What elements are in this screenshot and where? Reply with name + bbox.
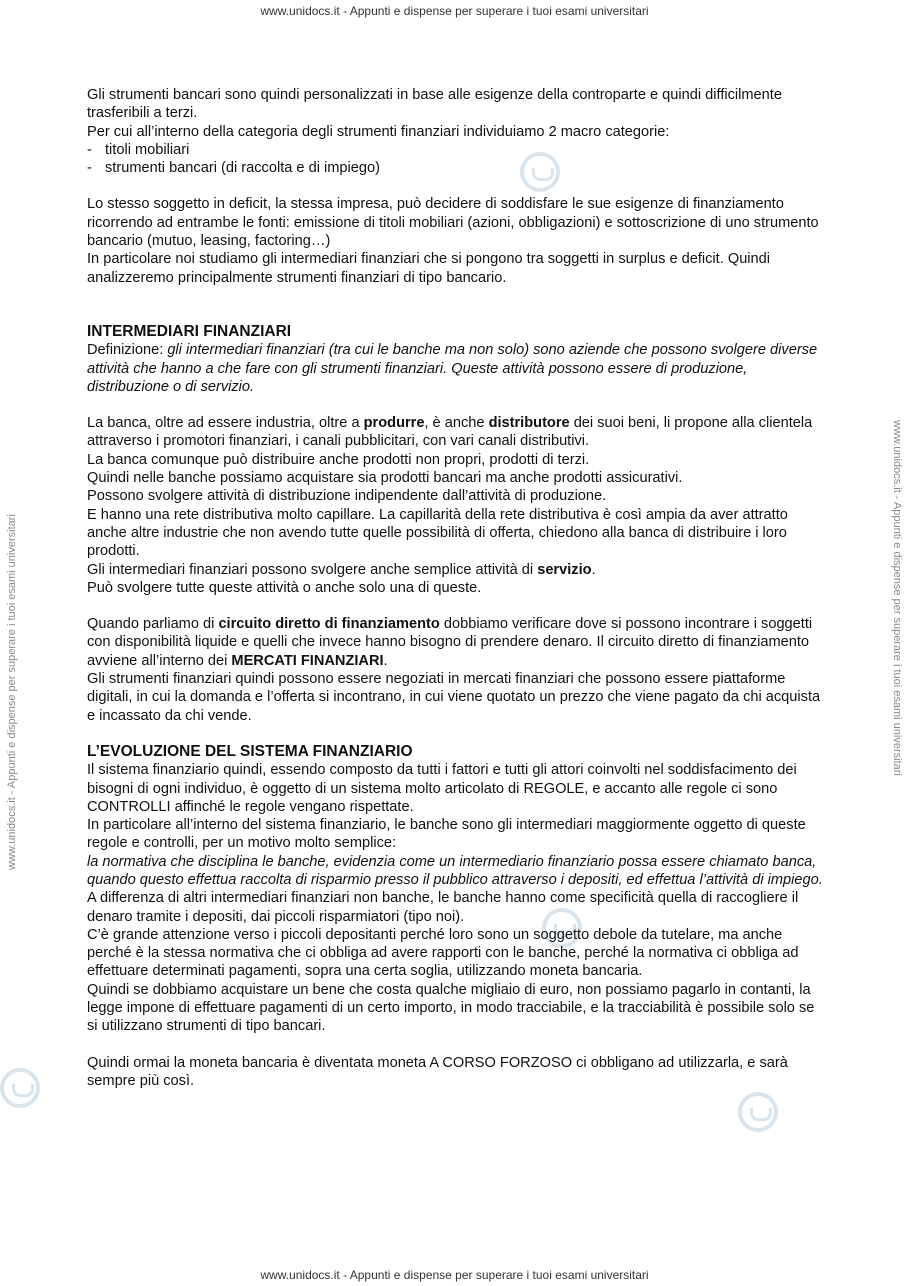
paragraph: Gli intermediari finanziari possono svolgere anche semplice attività di servizio. xyxy=(87,561,596,578)
paragraph: A differenza di altri intermediari finanziari non banche, le banche hanno come specificità quella di raccogliere il denaro tramite i depositi, dai piccoli risparmiatori (tipo noi). xyxy=(87,890,799,925)
logo-watermark-icon xyxy=(0,1068,40,1108)
section-heading: INTERMEDIARI FINANZIARI xyxy=(87,322,292,340)
paragraph: Quando parliamo di circuito diretto di finanziamento dobbiamo verificare dove si possono incontrare i soggetti con disponibilità liquide e quelli che invece hanno bisogno di prendere denaro. Il circuito diretto di finanziamento avviene all’interno dei MERCATI FINANZIARI. xyxy=(87,616,813,669)
paragraph: Possono svolgere attività di distribuzione indipendente dall’attività di produzione. xyxy=(87,488,607,505)
quote-paragraph: la normativa che disciplina le banche, evidenzia come un intermediario finanziario possa essere chiamato banca, quando questo effettua raccolta di risparmio presso il pubblico attraverso i depositi, ed effettua l’attività di impiego. xyxy=(87,853,823,888)
paragraph: Quindi ormai la moneta bancaria è diventata moneta A CORSO FORZOSO ci obbligano ad utilizzarla, e sarà sempre più così. xyxy=(87,1054,788,1089)
footer-banner: www.unidocs.it - Appunti e dispense per superare i tuoi esami universitari xyxy=(260,1268,649,1282)
paragraph: Il sistema finanziario quindi, essendo composto da tutti i fattori e tutti gli attori coinvolti nel soddisfacimento dei bisogni di ogni individuo, è oggetto di un sistema molto articolato di REGOLE, e accanto alle regole ci sono CONTROLLI affinché le regole vengano rispettate. xyxy=(87,762,797,815)
paragraph: C’è grande attenzione verso i piccoli depositanti perché loro sono un soggetto debole da tutelare, ma anche perché è la stessa normativa che ci obbliga ad avere rapporti con le banche, perché la normativa ci obbliga ad effettuare determinati pagamenti, sopra una certa soglia, utilizzando moneta bancaria. xyxy=(87,926,799,980)
section-heading: L’EVOLUZIONE DEL SISTEMA FINANZIARIO xyxy=(87,742,413,760)
paragraph: Lo stesso soggetto in deficit, la stessa impresa, può decidere di soddisfare le sue esigenze di finanziamento ricorrendo ad entrambe le fonti: emissione di titoli mobiliari (azioni, obbligazioni) e sottoscrizione di uno strumento bancario (mutuo, leasing, factoring…) xyxy=(87,196,819,250)
side-watermark-left: www.unidocs.it - Appunti e dispense per superare i tuoi esami universitari xyxy=(6,514,18,870)
paragraph: In particolare noi studiamo gli intermediari finanziari che si pongono tra soggetti in surplus e deficit. Quindi analizzeremo principalmente strumenti finanziari di tipo bancario. xyxy=(87,251,771,286)
list-item: - strumenti bancari (di raccolta e di impiego) xyxy=(87,160,380,177)
paragraph: E hanno una rete distributiva molto capillare. La capillarità della rete distributiva è così ampia da aver attratto anche altre industrie che non avendo tutte quelle possibilità di offerta, chiedono alla banca di distribuire i loro prodotti. xyxy=(87,506,788,560)
definition: Definizione: gli intermediari finanziari (tra cui le banche ma non solo) sono aziende che possono svolgere diverse attività che hanno a che fare con gli strumenti finanziari. Queste attività possono essere di produzione, distribuzione o di servizio. xyxy=(87,342,818,395)
document-body xyxy=(87,86,827,1090)
logo-watermark-icon xyxy=(738,1092,778,1132)
paragraph: Gli strumenti finanziari quindi possono essere negoziati in mercati finanziari che possono essere piattaforme digitali, in cui la domanda e l’offerta si incontrano, in cui viene quotato un prezzo che viene pagato da chi acquista e incassato da chi vende. xyxy=(87,671,821,724)
header-banner: www.unidocs.it - Appunti e dispense per superare i tuoi esami universitari xyxy=(260,4,649,18)
paragraph: La banca comunque può distribuire anche prodotti non propri, prodotti di terzi. xyxy=(87,451,590,468)
side-watermark-right: www.unidocs.it - Appunti e dispense per superare i tuoi esami universitari xyxy=(891,420,903,776)
paragraph: In particolare all’interno del sistema finanziario, le banche sono gli intermediari maggiormente oggetto di queste regole e controlli, per un motivo molto semplice: xyxy=(87,817,806,852)
paragraph: Quindi nelle banche possiamo acquistare sia prodotti bancari ma anche prodotti assicurativi. xyxy=(87,470,683,487)
paragraph: Gli strumenti bancari sono quindi personalizzati in base alle esigenze della controparte e quindi difficilmente trasferibili a terzi. xyxy=(87,87,782,122)
paragraph: La banca, oltre ad essere industria, oltre a produrre, è anche distributore dei suoi beni, li propone alla clientela attraverso i promotori finanziari, i canali pubblicitari, con vari canali distributivi. xyxy=(87,415,813,450)
paragraph: Per cui all’interno della categoria degli strumenti finanziari individuiamo 2 macro categorie: xyxy=(87,123,670,140)
list-item: - titoli mobiliari xyxy=(87,141,190,158)
paragraph: Quindi se dobbiamo acquistare un bene che costa qualche migliaio di euro, non possiamo pagarlo in contanti, la legge impone di effettuare pagamenti di un certo importo, in modo tracciabile, e la tracciabilità è possibile solo se si utilizzano strumenti di tipo bancari. xyxy=(87,981,815,1035)
paragraph: Può svolgere tutte queste attività o anche solo una di queste. xyxy=(87,579,482,596)
